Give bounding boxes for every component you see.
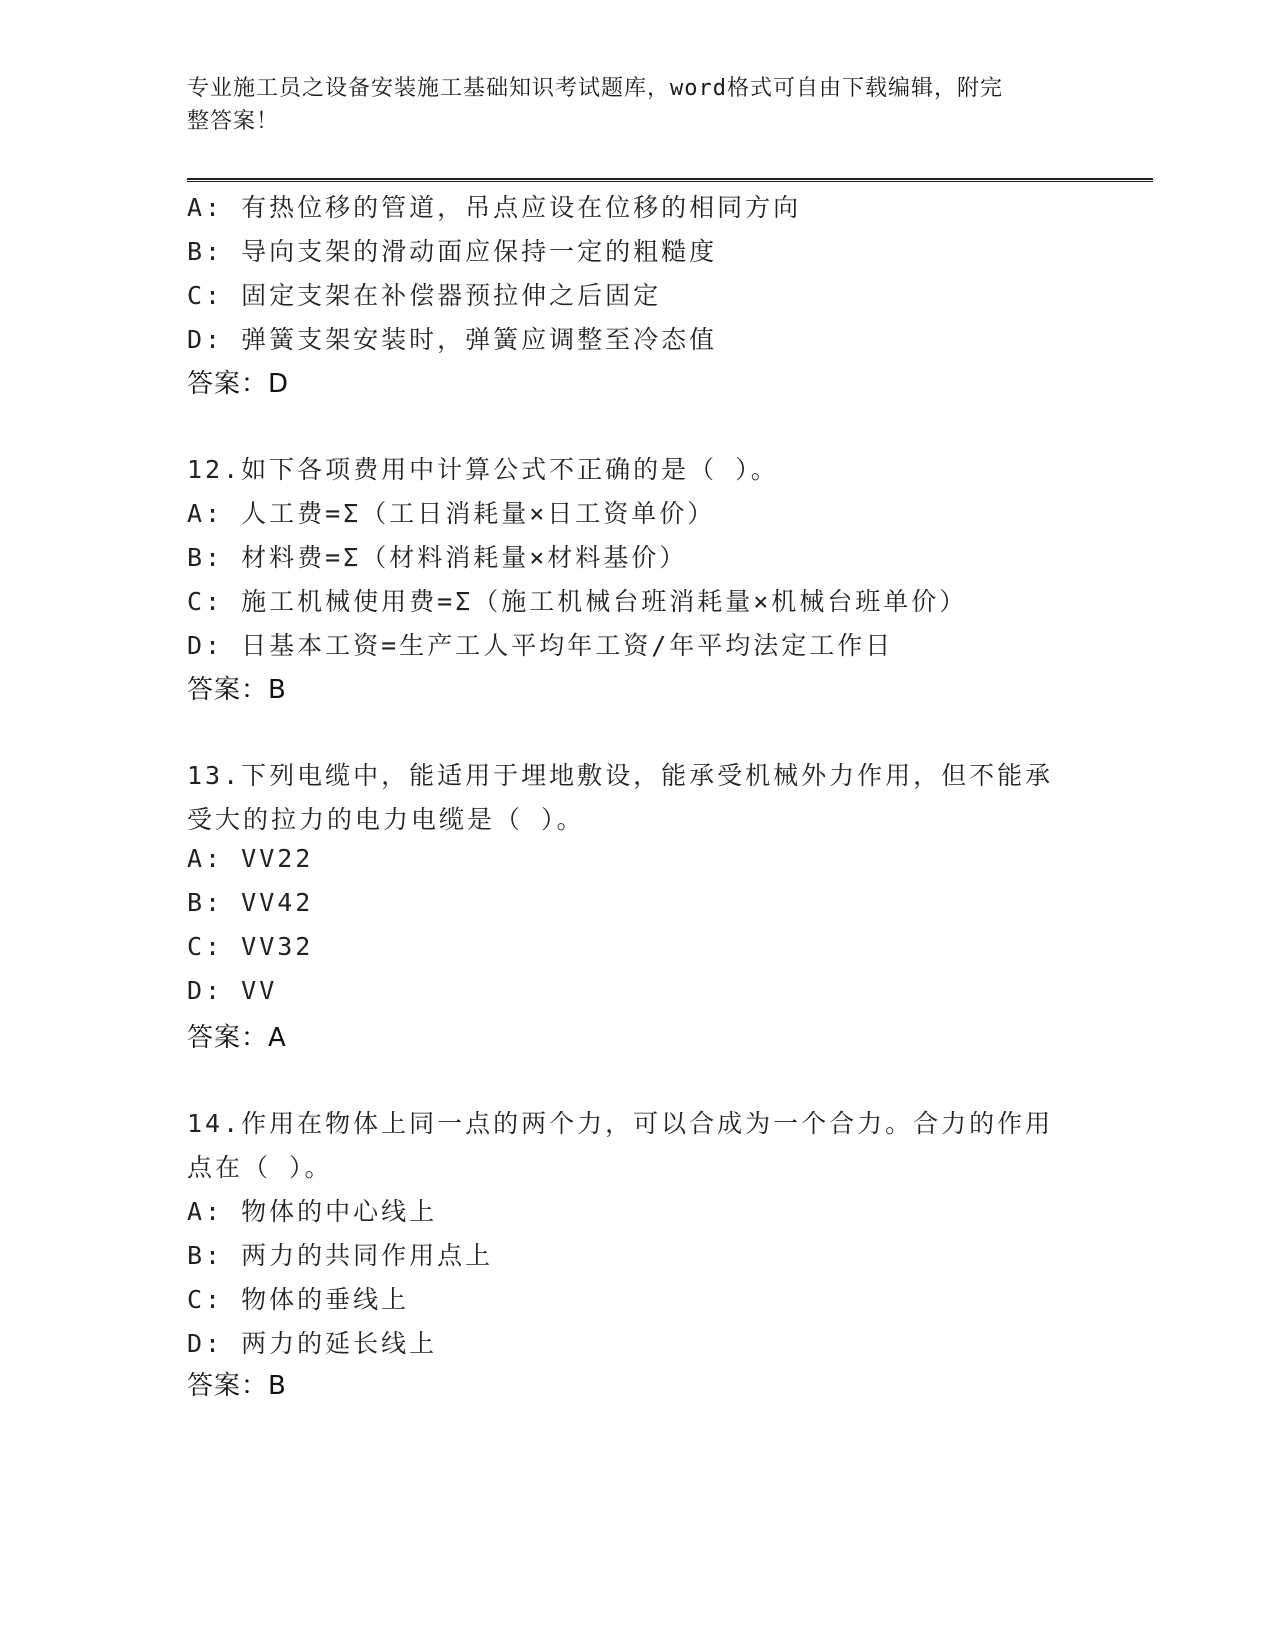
q12-option-d: D: 日基本工资=生产工人平均年工资/年平均法定工作日 — [187, 631, 894, 660]
q11-answer: 答案：D — [187, 369, 290, 399]
q14-answer: 答案：B — [187, 1371, 287, 1401]
q13-stem-line-2: 受大的拉力的电力电缆是（ ）。 — [187, 805, 585, 834]
document-header — [187, 72, 1067, 138]
q13-option-b: B: VV42 — [187, 888, 314, 917]
q11-option-b: B: 导向支架的滑动面应保持一定的粗糙度 — [187, 237, 718, 266]
header-divider — [187, 178, 1153, 182]
q13-answer: 答案：A — [187, 1023, 287, 1053]
q14-stem-line-1: 14.作用在物体上同一点的两个力，可以合成为一个合力。合力的作用 — [187, 1109, 1054, 1138]
q14-option-d: D: 两力的延长线上 — [187, 1329, 438, 1358]
q12-option-b: B: 材料费=Σ（材料消耗量×材料基价） — [187, 543, 688, 572]
q14-stem-line-2: 点在（ ）。 — [187, 1153, 333, 1182]
q14-option-a: A: 物体的中心线上 — [187, 1197, 438, 1226]
q14-option-b: B: 两力的共同作用点上 — [187, 1241, 494, 1270]
q12-option-c: C: 施工机械使用费=Σ（施工机械台班消耗量×机械台班单价） — [187, 587, 968, 616]
q12-stem: 12.如下各项费用中计算公式不正确的是（ ）。 — [187, 455, 779, 484]
q13-option-d: D: VV — [187, 976, 278, 1005]
q11-option-a: A: 有热位移的管道，吊点应设在位移的相同方向 — [187, 193, 802, 222]
q12-answer: 答案：B — [187, 675, 287, 705]
q13-option-c: C: VV32 — [187, 932, 314, 961]
q11-option-d: D: 弹簧支架安装时，弹簧应调整至冷态值 — [187, 325, 718, 354]
q12-option-a: A: 人工费=Σ（工日消耗量×日工资单价） — [187, 499, 716, 528]
header-line-1: 专业施工员之设备安装施工基础知识考试题库，word格式可自由下载编辑，附完 — [187, 76, 1003, 101]
header-line-2: 整答案！ — [187, 109, 280, 134]
q13-stem-line-1: 13.下列电缆中，能适用于埋地敷设，能承受机械外力作用，但不能承 — [187, 761, 1054, 790]
q11-option-c: C: 固定支架在补偿器预拉伸之后固定 — [187, 281, 662, 310]
q14-option-c: C: 物体的垂线上 — [187, 1285, 410, 1314]
q13-option-a: A: VV22 — [187, 844, 314, 873]
